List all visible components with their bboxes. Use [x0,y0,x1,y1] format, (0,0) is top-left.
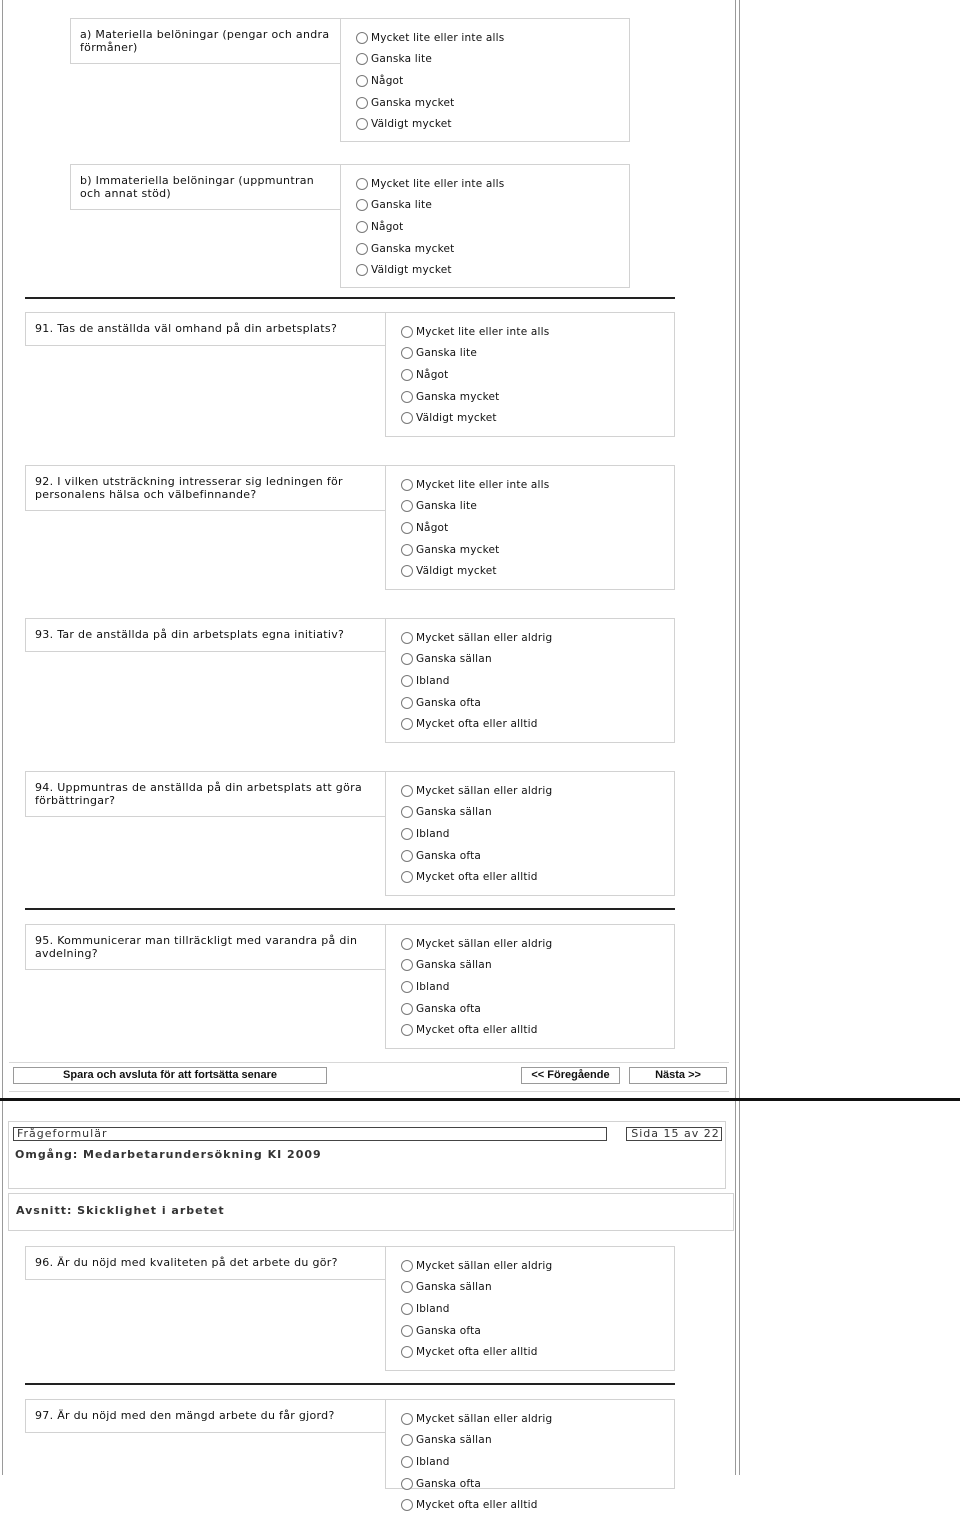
answer-option[interactable] [401,343,674,365]
answer-option[interactable] [356,92,629,114]
answer-option[interactable] [401,1341,674,1363]
option-label: Väldigt mycket [416,565,497,578]
radio-button[interactable] [401,479,413,491]
answer-option[interactable] [401,823,674,845]
form-title: Frågeformulär [13,1127,607,1141]
answer-option[interactable] [401,386,674,408]
option-label: Väldigt mycket [416,412,497,425]
radio-button[interactable] [401,1024,413,1036]
answer-option[interactable] [401,802,674,824]
answer-option[interactable] [401,1473,674,1495]
radio-button[interactable] [401,1325,413,1337]
radio-button[interactable] [401,412,413,424]
answer-options [385,771,675,896]
option-label: Mycket sällan eller aldrig [416,631,553,644]
answer-options [385,924,675,1049]
answer-option[interactable] [401,1320,674,1342]
radio-button[interactable] [401,938,413,950]
option-label: Mycket sällan eller aldrig [416,1412,553,1425]
option-label: Ibland [416,827,450,840]
answer-option[interactable] [401,976,674,998]
option-label: Mycket ofta eller alltid [416,1499,538,1512]
option-label: Mycket lite eller inte alls [416,325,550,338]
option-label: Ganska sällan [416,806,492,819]
option-label: Ganska mycket [416,543,500,556]
answer-option[interactable] [356,70,629,92]
frame-line-left [2,0,3,1100]
answer-option[interactable] [401,713,674,735]
radio-button[interactable] [356,221,368,233]
question-text: 97. Är du nöjd med den mängd arbete du får gjord? [25,1399,386,1433]
answer-option[interactable] [401,1408,674,1430]
answer-options [385,465,675,590]
option-label: Ganska ofta [416,1477,482,1490]
answer-options [340,164,630,288]
answer-option[interactable] [356,238,629,260]
frame-line-right [735,0,736,1475]
save-and-exit-button[interactable]: Spara och avsluta för att fortsätta senare [13,1067,327,1084]
radio-button[interactable] [356,178,368,190]
option-label: Ganska ofta [416,1002,482,1015]
survey-round: Omgång: Medarbetarundersökning KI 2009 [15,1148,322,1161]
radio-button[interactable] [401,1281,413,1293]
radio-button[interactable] [401,675,413,687]
radio-button[interactable] [401,785,413,797]
radio-button[interactable] [401,1499,413,1511]
option-label: Ibland [416,1455,450,1468]
answer-option[interactable] [401,496,674,518]
option-label: Ganska lite [371,199,432,212]
radio-button[interactable] [401,632,413,644]
option-label: Ganska sällan [416,653,492,666]
previous-button[interactable]: << Föregående [521,1067,620,1084]
answer-option[interactable] [401,364,674,386]
option-label: Mycket ofta eller alltid [416,871,538,884]
question-text: 93. Tar de anställda på din arbetsplats egna initiativ? [25,618,386,652]
option-label: Ganska lite [371,53,432,66]
answer-options [385,312,675,437]
answer-option[interactable] [401,1277,674,1299]
radio-button[interactable] [401,981,413,993]
page-divider [0,1098,960,1101]
frame-line-left-lower [2,1100,3,1475]
radio-button[interactable] [401,522,413,534]
radio-button[interactable] [401,718,413,730]
option-label: Ganska sällan [416,1434,492,1447]
answer-option[interactable] [401,627,674,649]
radio-button[interactable] [401,369,413,381]
option-label: Väldigt mycket [371,264,452,277]
answer-options [385,1246,675,1371]
page-indicator: Sida 15 av 22 [626,1127,722,1141]
option-label: Mycket ofta eller alltid [416,1024,538,1037]
option-label: Väldigt mycket [371,118,452,131]
radio-button[interactable] [401,1434,413,1446]
option-label: Mycket sällan eller aldrig [416,937,553,950]
radio-button[interactable] [401,500,413,512]
option-label: Ganska lite [416,500,477,513]
question-text: 94. Uppmuntras de anställda på din arbetsplats att göra förbättringar? [25,771,386,817]
answer-option[interactable] [401,845,674,867]
option-label: Ibland [416,980,450,993]
radio-button[interactable] [356,264,368,276]
question-text: 92. I vilken utsträckning intresserar sig ledningen för personalens hälsa och välbefinnande? [25,465,386,511]
radio-button[interactable] [401,1456,413,1468]
separator [25,297,675,299]
answer-option[interactable] [401,780,674,802]
radio-button[interactable] [401,391,413,403]
answer-option[interactable] [401,1451,674,1473]
radio-button[interactable] [401,1478,413,1490]
question-text: a) Materiella belöningar (pengar och andra förmåner) [70,18,341,64]
answer-option[interactable] [401,866,674,888]
radio-button[interactable] [356,199,368,211]
answer-options [340,18,630,142]
answer-option[interactable] [401,560,674,582]
option-label: Mycket lite eller inte alls [371,31,505,44]
answer-option[interactable] [401,692,674,714]
question-text: b) Immateriella belöningar (uppmuntran och annat stöd) [70,164,341,210]
radio-button[interactable] [356,118,368,130]
radio-button[interactable] [401,326,413,338]
answer-option[interactable] [401,321,674,343]
answer-option[interactable] [401,998,674,1020]
answer-option[interactable] [401,517,674,539]
answer-option[interactable] [356,27,629,49]
option-label: Ganska ofta [416,696,482,709]
answer-option[interactable] [401,1019,674,1041]
option-label: Något [416,368,449,381]
radio-button[interactable] [356,53,368,65]
radio-button[interactable] [401,544,413,556]
option-label: Något [371,220,404,233]
answer-option[interactable] [356,49,629,71]
answer-option[interactable] [356,259,629,281]
radio-button[interactable] [401,1303,413,1315]
radio-button[interactable] [401,850,413,862]
question-text: 96. Är du nöjd med kvaliteten på det arbete du gör? [25,1246,386,1280]
option-label: Ganska sällan [416,959,492,972]
radio-button[interactable] [356,243,368,255]
answer-option[interactable] [356,216,629,238]
option-label: Ganska ofta [416,849,482,862]
answer-option[interactable] [401,955,674,977]
answer-option[interactable] [401,1494,674,1516]
option-label: Mycket sällan eller aldrig [416,784,553,797]
answer-option[interactable] [401,407,674,429]
question-text: 95. Kommunicerar man tillräckligt med varandra på din avdelning? [25,924,386,970]
radio-button[interactable] [401,1003,413,1015]
option-label: Något [371,74,404,87]
option-label: Ganska sällan [416,1281,492,1294]
radio-button[interactable] [401,1413,413,1425]
option-label: Ganska mycket [371,96,455,109]
option-label: Något [416,521,449,534]
answer-option[interactable] [401,474,674,496]
answer-option[interactable] [401,1298,674,1320]
option-label: Ibland [416,1302,450,1315]
option-label: Mycket sällan eller aldrig [416,1259,553,1272]
option-label: Ganska mycket [371,242,455,255]
answer-option[interactable] [356,113,629,135]
radio-button[interactable] [401,347,413,359]
radio-button[interactable] [401,565,413,577]
answer-option[interactable] [401,670,674,692]
option-label: Mycket lite eller inte alls [371,177,505,190]
radio-button[interactable] [356,97,368,109]
option-label: Ganska mycket [416,390,500,403]
radio-button[interactable] [401,806,413,818]
radio-button[interactable] [401,1346,413,1358]
answer-option[interactable] [356,195,629,217]
answer-option[interactable] [401,1430,674,1452]
option-label: Ganska lite [416,347,477,360]
radio-button[interactable] [356,32,368,44]
radio-button[interactable] [401,828,413,840]
answer-option[interactable] [401,933,674,955]
radio-button[interactable] [401,871,413,883]
section-title: Avsnitt: Skicklighet i arbetet [16,1204,225,1217]
question-text: 91. Tas de anställda väl omhand på din arbetsplats? [25,312,386,346]
radio-button[interactable] [401,1260,413,1272]
answer-option[interactable] [356,173,629,195]
radio-button[interactable] [401,653,413,665]
answer-option[interactable] [401,539,674,561]
option-label: Ganska ofta [416,1324,482,1337]
answer-options [385,618,675,743]
answer-options [385,1399,675,1512]
option-label: Mycket ofta eller alltid [416,718,538,731]
next-button[interactable]: Nästa >> [629,1067,727,1084]
option-label: Ibland [416,674,450,687]
option-label: Mycket lite eller inte alls [416,478,550,491]
radio-button[interactable] [401,697,413,709]
separator [25,908,675,910]
answer-option[interactable] [401,1255,674,1277]
radio-button[interactable] [401,959,413,971]
frame-line-right-outer [739,0,740,1475]
separator [25,1383,675,1385]
radio-button[interactable] [356,75,368,87]
answer-option[interactable] [401,649,674,671]
option-label: Mycket ofta eller alltid [416,1346,538,1359]
